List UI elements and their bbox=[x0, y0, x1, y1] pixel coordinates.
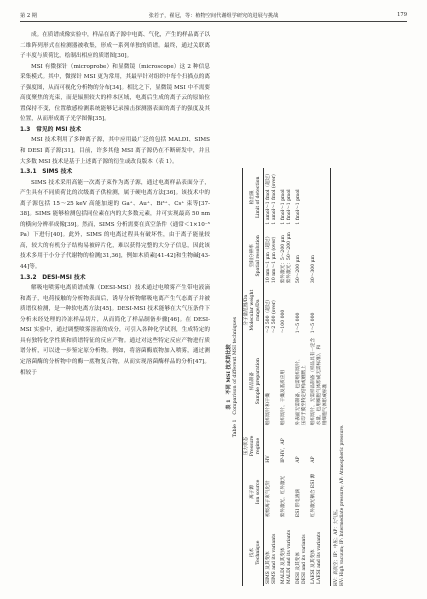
header-zh: 分子量范围/Da bbox=[244, 294, 249, 326]
paragraph: MSI 有微探针（microprobe）和显微镜（microscope）这 2 种信息采集模式。其中，微探针 MSI 更为常用，其最早针对组织中每个扫描点的离子强度图，从而可视化分析物的分布[34]。相比之下，显微镜 MSI 中不需要高度聚焦的光束，而是辐照较大的样本区域，电离后生成的离子云的原始位置保持不变，位置敏感检测系统能够记录撞击探测器表面的离子的强度及其位置，从而形成离子光学图像[35]。 bbox=[20, 63, 210, 123]
header-en: Limit of detection bbox=[256, 176, 261, 218]
paragraph: 成。在质谱成像实验中，样品在离子源中电离、气化，产生的样品离子以二维阵列形式在检测器被收集，形成一系列单独的质谱。最终，通过关联离子丰度与质荷比，绘制出相应的质谱图[30]。 bbox=[20, 32, 211, 60]
table-cell bbox=[309, 168, 331, 227]
header-zh: 压力状态 bbox=[244, 436, 249, 456]
table-header-cell bbox=[243, 335, 264, 427]
issue-label: 第 2 期 bbox=[20, 13, 37, 19]
table-header-cell bbox=[243, 168, 264, 227]
comparison-table bbox=[242, 168, 331, 586]
header-en: Technique bbox=[256, 540, 261, 565]
table-cell: 1 fmol～1 pmol 1 fmol～1 pmol bbox=[280, 189, 292, 225]
table-cell: ESI 带电液滴 bbox=[295, 488, 301, 518]
table-header-cell bbox=[243, 227, 264, 286]
table-row bbox=[294, 168, 309, 586]
page-header bbox=[20, 9, 407, 22]
table-cell: 红外激光耦合 ESI 源 bbox=[309, 465, 331, 519]
running-title: 张若子，翟冠，等：植物空间代谢组学研究的进展与挑战 bbox=[148, 13, 279, 19]
header-en: Molecular weight range/Da bbox=[250, 289, 261, 331]
table-note: HV：高真空；IP：中压；AP：大气压。 HV: High vacuum; IP: Intermediate pressure; AP: Atmospheric pressure. bbox=[334, 424, 345, 586]
table-cell: 1 amol～1 fmol（超过） 1 amol～1 fmol (over) bbox=[265, 171, 277, 225]
table-cell: 组织切片和干燥 bbox=[265, 393, 271, 426]
table-cell: 组织切片，干燥及基质应用 bbox=[280, 370, 286, 426]
table-cell: 紫外激光：5～200 μm 紫外激光：50～200 μm bbox=[280, 232, 292, 284]
table-row bbox=[309, 168, 331, 586]
section-heading: 1.3.1 SIMS 技术 bbox=[20, 169, 73, 176]
table-header-cell bbox=[243, 465, 264, 519]
table-row bbox=[279, 168, 294, 586]
paragraph: 解吸电喷雾电离质谱成像（DESI-MSI）技术通过电喷雾产生带电液滴和离子，电荷接触的分析物表面后，诱导分析物解吸电离产生气态离子并被质谱仪检测，是一种软电离方法[45]。DESI-MSI 技术能够在大气压条件下分析未经处理的冷冻样品切片，从而简化了样品制备步骤[46]。在 DESI-MSI 实验中，通过调整喷雾溶液的成分，可引入各种化学试剂，生成特定的具有独特化学性质和质谱特征的反应产物。通过对这些特定反应产物进行质谱分析，可以进一步鉴定原分析物。例如，将溶菌酶底物加入喷雾，通过测定溶菌酶的分析物中的酶一底物复合物，从而实现溶菌酶样品的分析[47]。相较于 bbox=[20, 285, 210, 376]
header-zh: 检出限 bbox=[250, 190, 255, 205]
table-cell: ～100 000 bbox=[280, 309, 286, 334]
table-cell: 1～5 000 bbox=[309, 285, 331, 335]
section-heading: 1.3 常见的 MSI 技术 bbox=[20, 126, 82, 133]
table-title: 表 1 不同 MSI 技术的比较 bbox=[226, 344, 232, 410]
table-cell: SIMS 及其变体 SIMS and its variants bbox=[265, 533, 277, 584]
header-en: Spatial resolution bbox=[256, 235, 261, 277]
table-cell: HV bbox=[265, 455, 271, 463]
header-en: Pressure regime bbox=[250, 435, 261, 457]
table-title-en: Table 1 Comparison of different MSI techniques bbox=[232, 316, 238, 438]
header-zh: 技术 bbox=[250, 547, 255, 558]
header-en: Sample preparation bbox=[256, 358, 261, 405]
table-cell: 10 nm～1 μm（超过） 10 nm～1 μm (over) bbox=[265, 233, 277, 284]
table-cell: 1～5 000 bbox=[295, 312, 301, 334]
header-zh: 离子源 bbox=[250, 485, 255, 499]
paragraph: MSI 技术利用了多种离子源，其中应用最广泛的包括 MALDI、SIMS 和 DESI 离子源[31]。目前，许多其他 MSI 离子源仍在不断研发中，并且大多数 MSI 技术是基于上述离子源的衍生或改良版本（表 1）。 bbox=[20, 137, 210, 165]
table-cell: 30～300 μm bbox=[309, 227, 331, 286]
header-en: Ion source bbox=[256, 479, 261, 505]
table-cell: LAESI 及其变体 LAESI and its variants bbox=[309, 519, 331, 586]
table-cell: DESI 及其变体 DESI and its variants bbox=[295, 534, 307, 584]
body-text-column bbox=[20, 30, 210, 378]
table-cell: ～2 500（超过） ～2 500 (over) bbox=[265, 297, 277, 334]
table-cell: 1 fmol～1 pmol bbox=[295, 189, 301, 225]
table-header-cell bbox=[243, 519, 264, 586]
table-cell: 外表面无需制备，也需组织切片， 压印于膜至特定结构或磨蹭上 bbox=[295, 356, 307, 426]
table-header-cell bbox=[243, 427, 264, 465]
table-cell: IP-HV，AP bbox=[280, 438, 286, 463]
page-number: 179 bbox=[397, 12, 407, 18]
rotated-table bbox=[226, 168, 404, 586]
table-cell: 初级离子束气化针 bbox=[265, 480, 271, 518]
table-cell: AP bbox=[309, 427, 331, 465]
table-header-cell bbox=[243, 285, 264, 335]
table-cell: MALDI 及其变体 MALDI and its variants bbox=[280, 529, 292, 584]
table-cell: 50～200 μm bbox=[295, 255, 301, 284]
header-zh: 空间分辨率 bbox=[250, 244, 255, 268]
table-cell: 组织切片，无需样品制备（样品具有一定含水量，也用细胞气体形成无需标准），和 用细胞气体形成标准 bbox=[309, 335, 331, 427]
section-heading: 1.3.2 DESI-MSI 技术 bbox=[20, 274, 86, 281]
table-row bbox=[264, 168, 280, 586]
paragraph: SIMS 技术采用高能一次离子束作为离子源，通过电离样品表面分子，产生具有不同质荷比的次级离子供检测，属于硬电离方法[36]。该技术中的离子源包括 15～25 keV 高能加速的 Ga⁺、Au⁺、Bi³⁺、Cs⁺ 束等[37-38]。SIMS 能够检测包括同位素在内的大多数元素，并可实现最高 50 nm 的横向分辨率成像[39]。然而，SIMS 分析需要在真空条件（通常＜1×10⁻⁵ Pa）下进行[40]。此外，SIMS 的电离过程具有破坏性，由于离子能量较高，较大的有机分子结构易被碎片化，难以获得完整的大分子信息，因此该技术多用于小分子代谢物的检测[31,36]，例如木质素[41-42]和生物碱[43-44]等。 bbox=[20, 179, 210, 271]
table-cell: AP bbox=[295, 456, 301, 463]
header-zh: 样品制备 bbox=[250, 372, 255, 391]
table-cell: 紫外激光，红外激光 bbox=[280, 475, 286, 518]
